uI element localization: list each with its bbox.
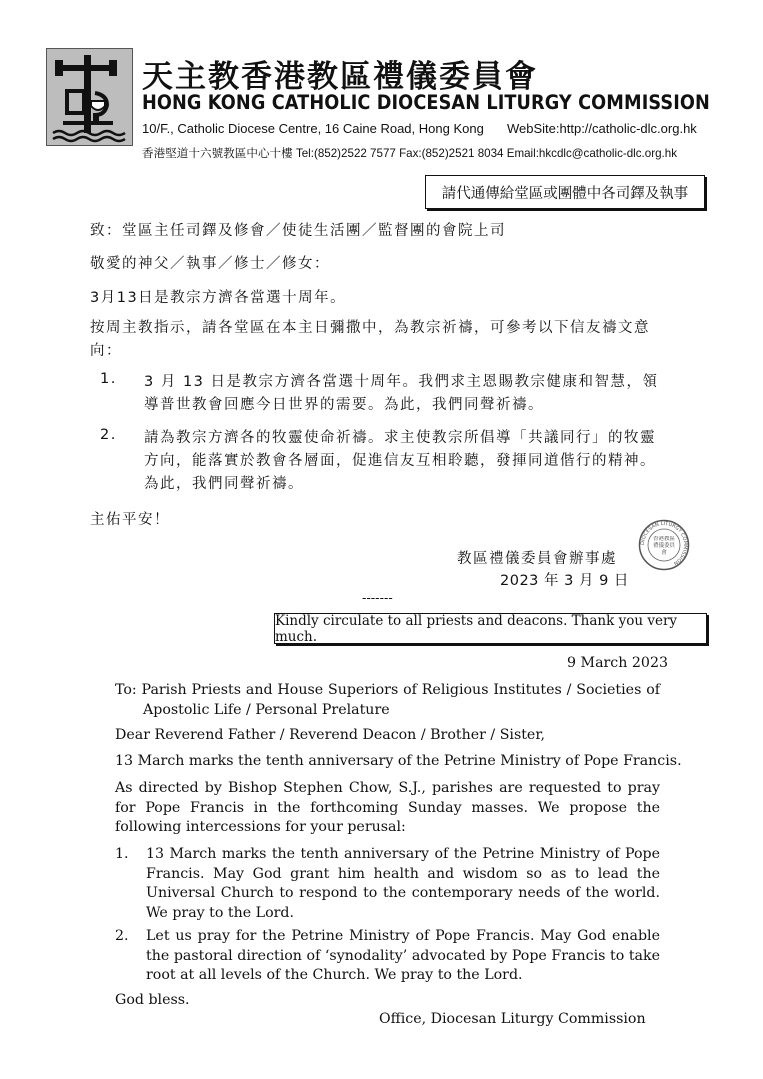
separator: ------- <box>362 591 393 606</box>
request-chinese: 按周主教指示，請各堂區在本主日彌撒中，為教宗祈禱，可參考以下信友禱文意向： <box>90 320 650 359</box>
commission-seal <box>638 519 690 571</box>
intro-chinese: 3月13日是教宗方濟各當選十周年。 <box>90 290 347 306</box>
circulate-note-chinese <box>425 175 705 209</box>
item-number: 2. <box>115 928 129 944</box>
seal-stamp-icon <box>638 519 690 571</box>
item-number: 2. <box>100 427 117 443</box>
intro-english: 13 March marks the tenth anniversary of the Petrine Ministry of Pope Francis. <box>115 753 682 769</box>
circulate-note-english <box>274 613 707 644</box>
date-chinese: 2023 年 3 月 9 日 <box>500 573 629 589</box>
greeting-chinese: 敬愛的神父／執事／修士／修女： <box>90 256 330 272</box>
blessing-english: God bless. <box>115 992 190 1008</box>
intention-item-chinese-2 <box>100 427 665 496</box>
title-chinese: 天主教香港教區禮儀委員會 <box>142 59 538 95</box>
signature-chinese: 教區禮儀委員會辦事處 <box>457 551 617 567</box>
contact-line: 香港堅道十六號教區中心十樓 Tel:(852)2522 7577 Fax:(852)2521 8034 Email:hkcdlc@catholic-dlc.org.hk <box>142 147 677 160</box>
recipients-english: To: Parish Priests and House Superiors of Religious Institutes / Societies of Apostolic Life / Personal Prelature <box>115 682 660 718</box>
address-english: 10/F., Catholic Diocese Centre, 16 Caine Road, Hong Kong <box>142 121 484 136</box>
intention-text: 13 March marks the tenth anniversary of the Petrine Ministry of Pope Francis. May God grant him health and wisdom so as to lead the Universal Church to respond to the contemporary needs of the world. We pray to the Lord. <box>146 846 660 921</box>
greeting-english: Dear Reverend Father / Reverend Deacon / Brother / Sister, <box>115 727 546 743</box>
recipients-chinese: 致：堂區主任司鐸及修會／使徒生活團／監督團的會院上司 <box>90 223 506 239</box>
seal-center-text: 香港教區禮儀委員會 <box>652 536 675 556</box>
intention-item-english-1 <box>115 845 660 923</box>
date-english: 9 March 2023 <box>567 655 669 671</box>
intention-item-english-2 <box>115 927 660 986</box>
blessing-chinese: 主佑平安！ <box>90 512 170 528</box>
title-english: HONG KONG CATHOLIC DIOCESAN LITURGY COMMISSION <box>142 91 710 114</box>
intention-text: 3 月 13 日是教宗方濟各當選十周年。我們求主恩賜教宗健康和智慧，領導普世教會回應今日世界的需要。為此，我們同聲祈禱。 <box>144 374 659 413</box>
website: WebSite:http://catholic-dlc.org.hk <box>507 121 697 136</box>
intention-item-chinese-1 <box>100 371 665 417</box>
request-english: As directed by Bishop Stephen Chow, S.J., parishes are requested to pray for Pope Francis in the forthcoming Sunday masses. We propose the following intercessions for your perusal: <box>115 780 660 835</box>
signature-english: Office, Diocesan Liturgy Commission <box>379 1011 646 1027</box>
intention-text: 請為教宗方濟各的牧靈使命祈禱。求主使教宗所倡導「共議同行」的牧靈方向，能落實於教會各層面，促進信友互相聆聽，發揮同道偕行的精神。為此，我們同聲祈禱。 <box>144 430 656 492</box>
item-number: 1. <box>100 371 117 387</box>
item-number: 1. <box>115 846 129 862</box>
circulate-note-english-text: Kindly circulate to all priests and deacons. Thank you very much. <box>275 612 678 645</box>
circulate-note-chinese-text: 請代通傳給堂區或團體中各司鐸及執事 <box>441 185 689 202</box>
seal-ring-text: DIOCESAN LITURGY COMMISSION <box>639 520 689 567</box>
intention-text: Let us pray for the Petrine Ministry of Pope Francis. May God enable the pastoral direction of ‘synodality’ advocated by Pope Francis to take root at all levels of the Church. We pray to the Lord. <box>146 928 660 983</box>
cross-chalice-icon <box>47 49 132 145</box>
commission-logo <box>46 48 133 146</box>
